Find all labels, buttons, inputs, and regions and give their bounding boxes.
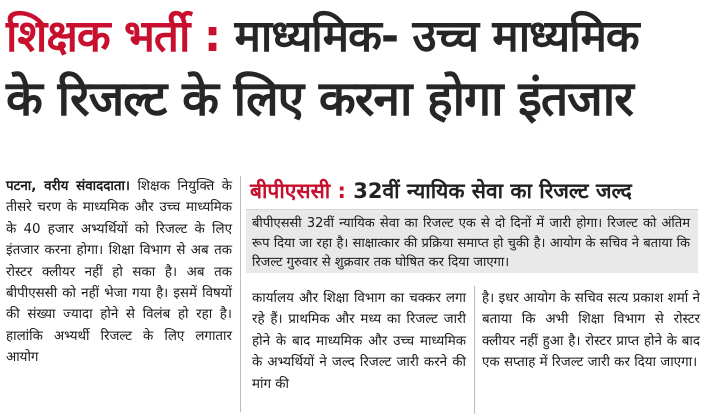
article-text-right: है। इधर आयोग के सचिव सत्य प्रकाश शर्मा ने बताया कि अभी शिक्षा विभाग से रोस्टर क्लीयर नहीं हुआ है। रोस्टर प्राप्त होने के बाद एक सप्ताह में रिजल्ट जारी कर दिया जाएगा। (482, 291, 700, 371)
headline-line-1 (6, 8, 702, 66)
headline-line-1-rest: माध्यमिक- उच्च माध्यमिक (234, 11, 639, 62)
article-column-left (6, 176, 232, 369)
sidebar-box-text: बीपीएससी 32वीं न्यायिक सेवा का रिजल्ट एक से दो दिनों में जारी होगा। रिजल्ट को अंतिम रूप दिया जा रहा है। साक्षात्कार की प्रक्रिया समाप्त हो चुकी है। आयोग के सचिव ने बताया कि रिजल्ट गुरुवार से शुक्रवार तक घोषित कर दिया जाएगा। (252, 216, 690, 271)
article-text-middle: कार्यालय और शिक्षा विभाग का चक्कर लगा रहे हैं। प्राथमिक और मध्य का रिजल्ट जारी होने के बाद माध्यमिक और उच्च माध्यमिक के अभ्यर्थियों ने जल्द रिजल्ट जारी करने की मांग की (252, 291, 466, 392)
column-divider (240, 176, 241, 412)
sidebar-title (250, 176, 700, 206)
article-text-left: शिक्षक नियुक्ति के तीसरे चरण के माध्यमिक और उच्च माध्यमिक के 40 हजार अभ्यर्थियों को रिजल्ट के लिए इंतजार करना होगा। शिक्षा विभाग से अब तक रोस्टर क्लीयर नहीं हो सका है। अब तक बीपीएससी को नहीं भेजा गया है। इसमें विषयों की संख्या ज्यादा होने से विलंब हो रहा है। हालांकि अभ्यर्थी रिजल्ट के लिए लगातार आयोग (6, 179, 233, 366)
headline (6, 8, 702, 130)
column-divider-2 (474, 286, 475, 414)
article-column-right (482, 288, 700, 374)
sidebar-box (246, 209, 698, 273)
headline-red-lead: शिक्षक भर्ती : (6, 11, 221, 62)
sidebar-title-rest: 32वीं न्यायिक सेवा का रिजल्ट जल्द (353, 179, 632, 203)
dateline: पटना, वरीय संवाददाता। (6, 179, 131, 194)
sidebar-title-red-lead: बीपीएससी : (250, 179, 346, 203)
headline-line-2: के रिजल्ट के लिए करना होगा इंतजार (6, 71, 633, 127)
article-column-middle (252, 288, 466, 395)
